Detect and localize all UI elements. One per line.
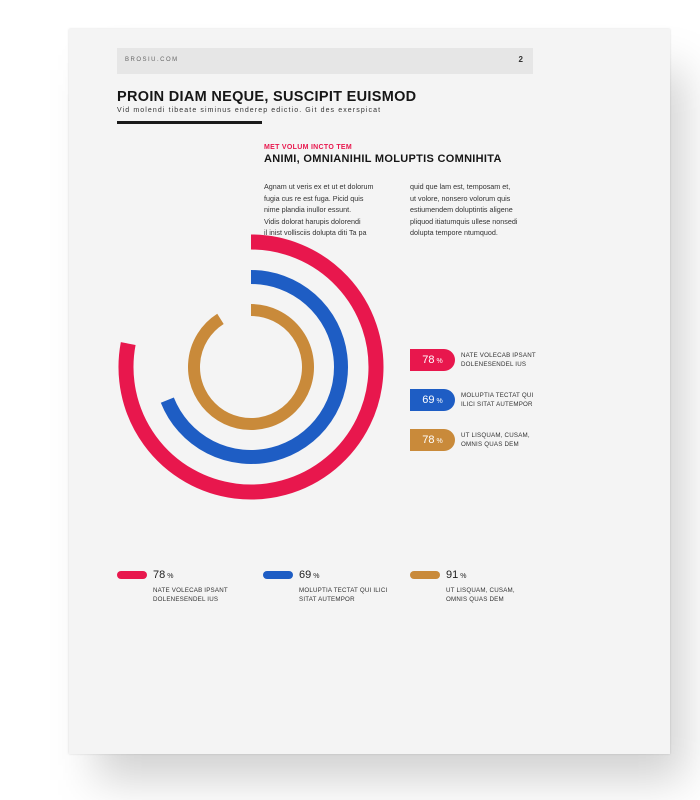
radial-chart: [69, 29, 670, 754]
legend-label: [299, 586, 409, 604]
ring-gold: [194, 310, 308, 424]
percent-sign: %: [313, 573, 320, 580]
site-name: BROSIU.COM: [125, 57, 179, 63]
body-line: fugia cus re est fuga. Picid quis: [264, 193, 364, 203]
badge-value: 69: [422, 394, 435, 406]
label-line: DOLENESENDEL IUS: [153, 596, 219, 603]
percent-sign: %: [167, 573, 174, 580]
document-page: [69, 29, 670, 754]
label-line: NATE VOLECAB IPSANT: [461, 352, 536, 359]
label-line: UT LISQUAM, CUSAM,: [461, 432, 530, 439]
badge-value: 78: [422, 434, 435, 446]
section-heading: ANIMI, OMNIANIHIL MOLUPTIS COMNIHITA: [264, 153, 502, 165]
badge-red: [410, 349, 455, 371]
badge-label-blue: [461, 391, 551, 409]
label-line: MOLUPTIA TECTAT QUI: [461, 392, 534, 399]
body-line: dolupta tempore ntumquod.: [410, 228, 498, 237]
legend-value: [299, 569, 319, 581]
body-line: quid que lam est, temposam et,: [410, 182, 511, 191]
label-line: OMNIS QUAS DEM: [461, 441, 519, 448]
percent-sign: %: [436, 438, 443, 445]
legend-number: 78: [153, 569, 166, 581]
body-line: pliquod itiatumquis ullese nonsedi: [410, 216, 518, 226]
percent-sign: %: [436, 358, 443, 365]
body-line: Agnam ut veris ex et ut et dolorum: [264, 182, 374, 191]
legend-swatch: [263, 571, 293, 579]
label-line: UT LISQUAM, CUSAM,: [446, 587, 515, 594]
body-line: nime plandia inullor essunt.: [264, 205, 352, 214]
label-line: NATE VOLECAB IPSANT: [153, 587, 228, 594]
label-line: DOLENESENDEL IUS: [461, 361, 527, 368]
percent-sign: %: [460, 573, 467, 580]
section-kicker: MET VOLUM INCTO TEM: [264, 144, 353, 151]
legend-label: [446, 586, 556, 604]
label-line: ILICI SITAT AUTEMPOR: [461, 401, 533, 408]
body-line: estiumendem doluptintis aligene: [410, 205, 513, 214]
legend-value: [446, 569, 466, 581]
badge-gold: [410, 429, 455, 451]
body-line: il inist vollisciis dolupta diti Ta pa: [264, 228, 367, 237]
label-line: OMNIS QUAS DEM: [446, 596, 504, 603]
percent-sign: %: [436, 398, 443, 405]
legend-number: 91: [446, 569, 459, 581]
label-line: MOLUPTIA TECTAT QUI ILICI: [299, 587, 388, 594]
badge-value: 78: [422, 354, 435, 366]
legend-swatch: [117, 571, 147, 579]
page-number: 2: [518, 55, 523, 64]
label-line: SITAT AUTEMPOR: [299, 596, 355, 603]
legend-value: [153, 569, 173, 581]
page-title: PROIN DIAM NEQUE, SUSCIPIT EUISMOD: [117, 89, 417, 105]
page-subtitle: Vid molendi tibeate siminus enderep edictio. Git des exerspicat: [117, 107, 382, 114]
legend-label: [153, 586, 263, 604]
badge-label-gold: [461, 431, 551, 449]
legend-number: 69: [299, 569, 312, 581]
badge-blue: [410, 389, 455, 411]
body-line: ut volore, nonsero volorum quis: [410, 193, 511, 203]
legend-swatch: [410, 571, 440, 579]
badge-label-red: [461, 351, 551, 369]
body-line: Vidis dolorat harupis dolorendi: [264, 216, 361, 226]
